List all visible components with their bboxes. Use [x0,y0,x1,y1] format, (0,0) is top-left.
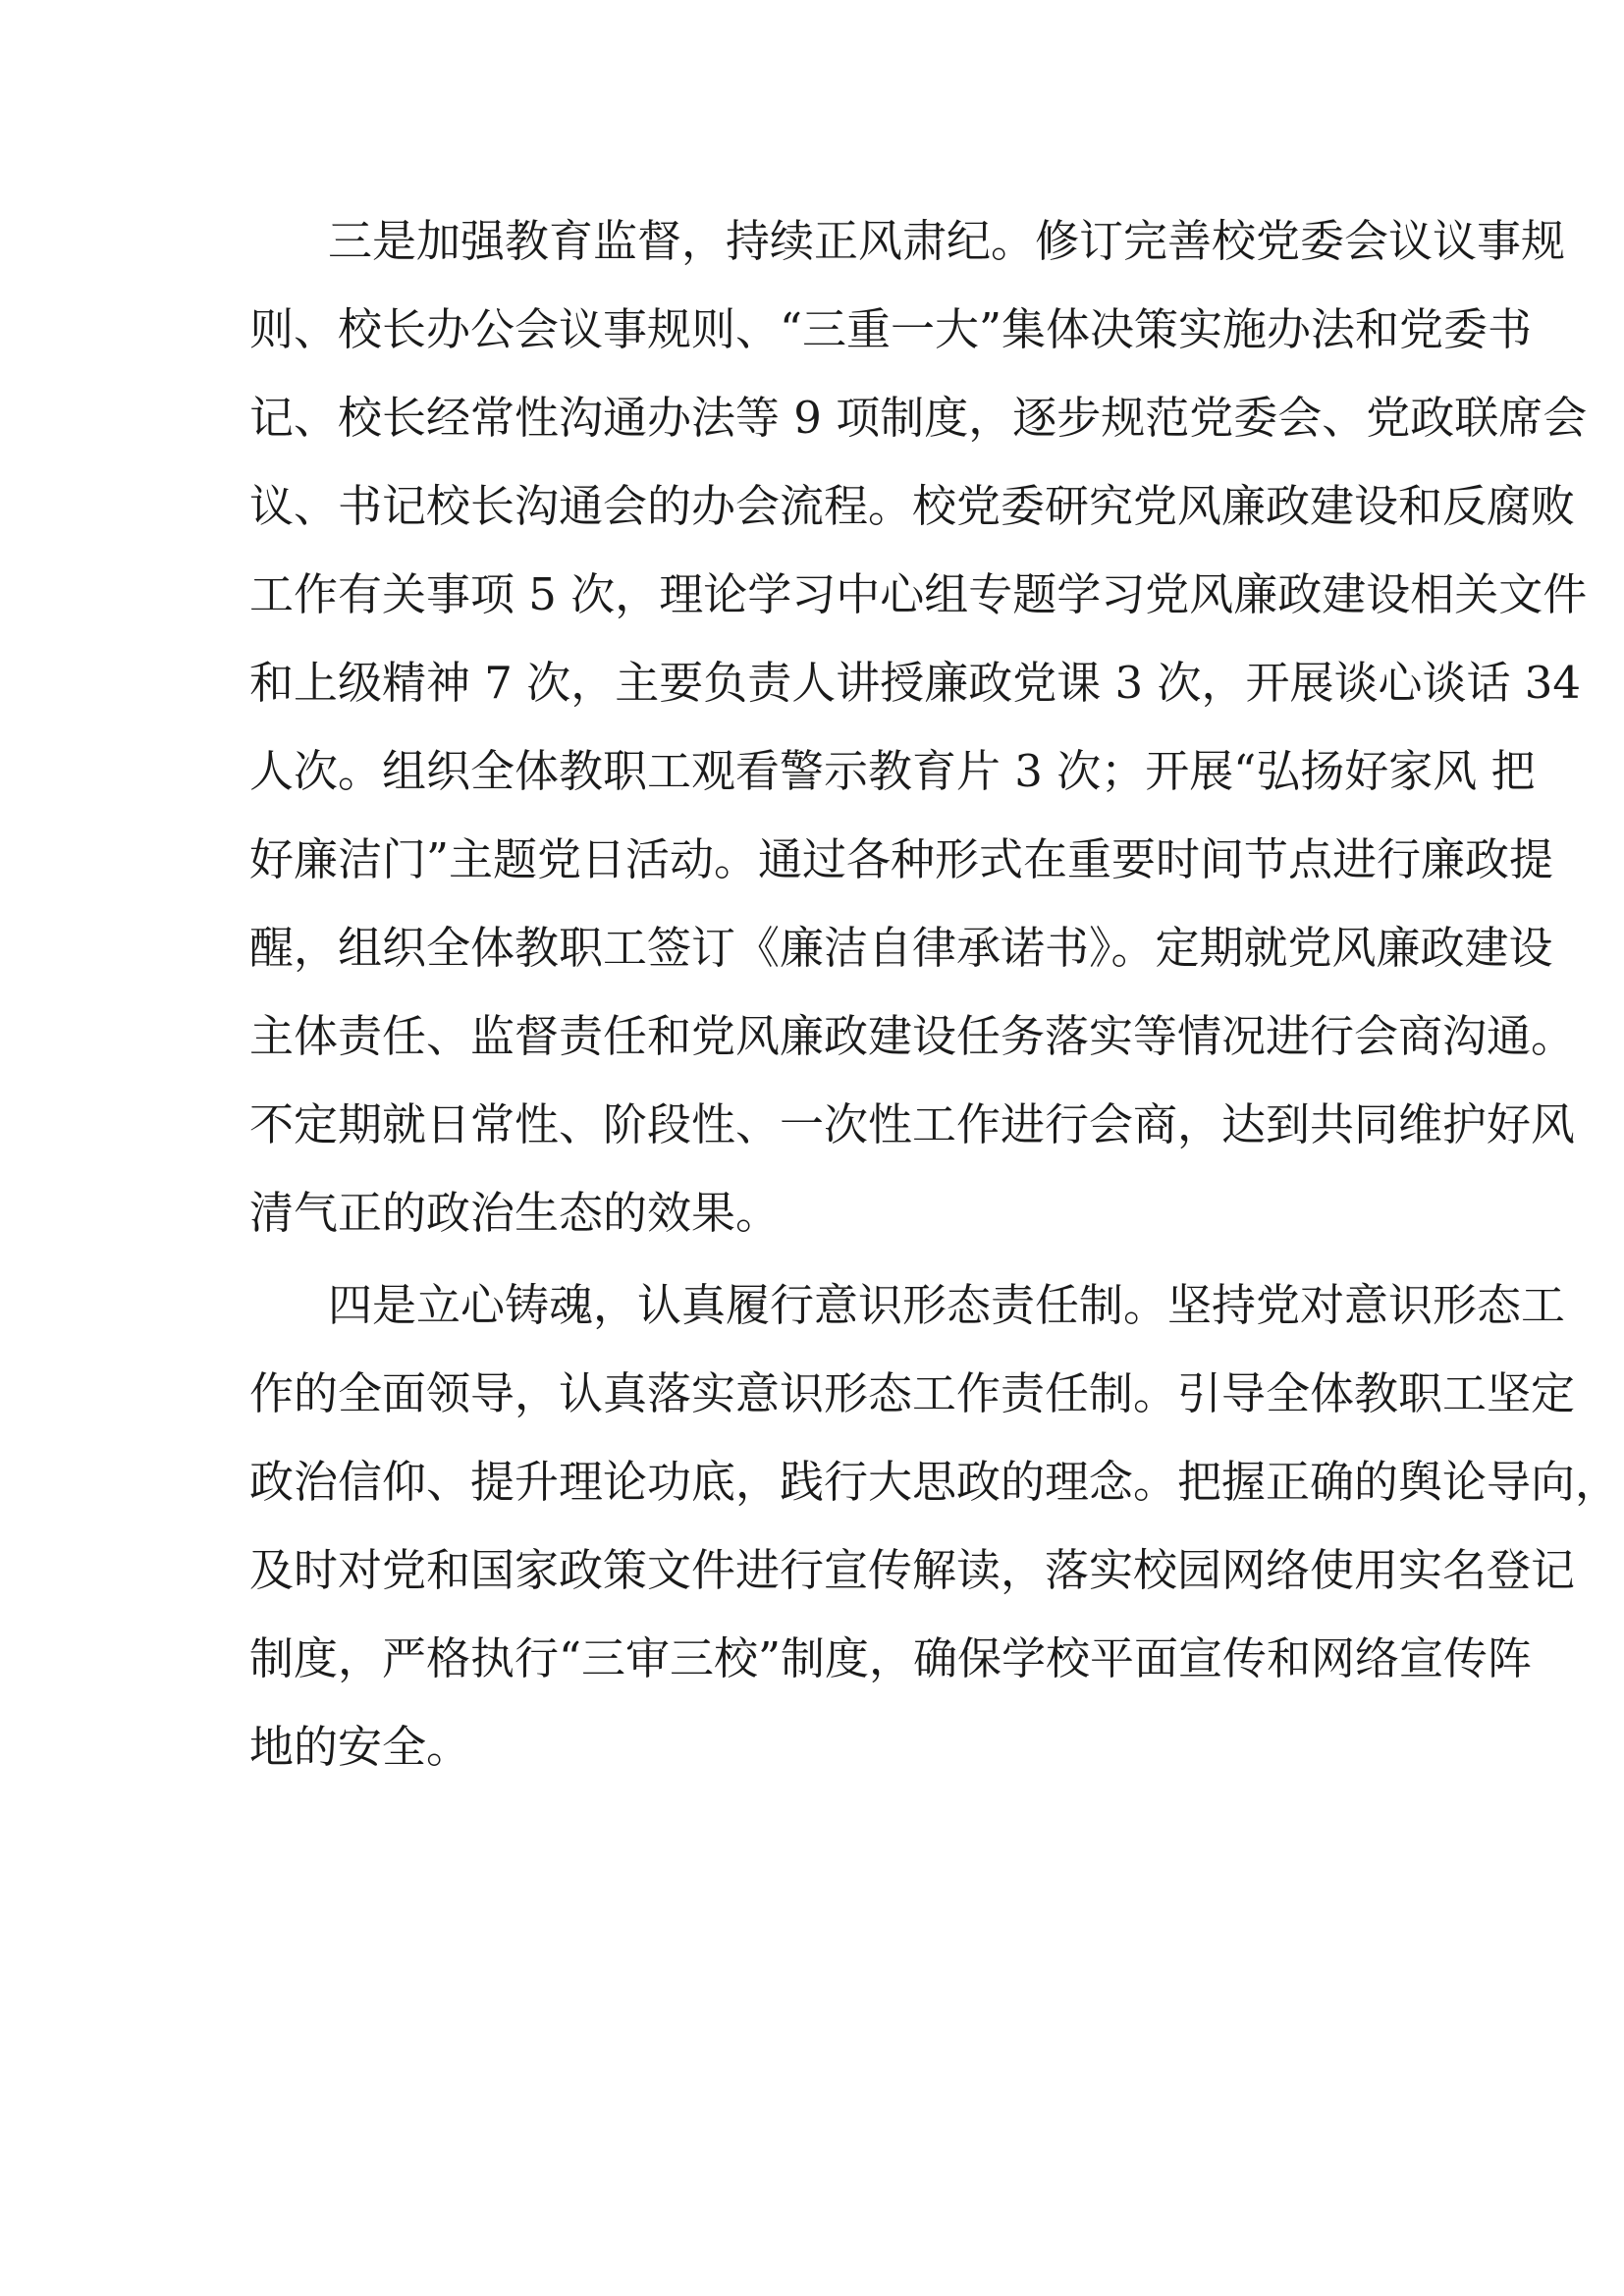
paragraph-line: 地的安全。 [249,1721,471,1773]
paragraph-line: 作的全面领导，认真落实意识形态工作责任制。引导全体教职工坚定 [249,1367,1576,1419]
paragraph-line: 四是立心铸魂，认真履行意识形态责任制。坚持党对意识形态工 [328,1279,1566,1331]
paragraph-line: 则、校长办公会议事规则、“三重一大”集体决策实施办法和党委书 [249,303,1533,355]
paragraph-line: 不定期就日常性、阶段性、一次性工作进行会商，达到共同维护好风 [249,1098,1576,1150]
paragraph-line: 及时对党和国家政策文件进行宣传解读，落实校园网络使用实名登记 [249,1544,1576,1596]
paragraph-line: 制度，严格执行“三审三校”制度，确保学校平面宣传和网络宣传阵 [249,1632,1533,1684]
paragraph-line: 和上级精神 7 次，主要负责人讲授廉政党课 3 次，开展谈心谈话 34 [249,657,1582,709]
paragraph-line: 政治信仰、提升理论功底，践行大思政的理念。把握正确的舆论导向， [249,1456,1620,1508]
document-body [249,214,1620,1808]
paragraph-line: 工作有关事项 5 次，理论学习中心组专题学习党风廉政建设相关文件 [249,568,1588,620]
paragraph-discipline-supervision [249,214,1588,1274]
paragraph-line: 醒，组织全体教职工签订《廉洁自律承诺书》。定期就党风廉政建设 [249,922,1553,974]
paragraph-line: 三是加强教育监督，持续正风肃纪。修订完善校党委会议议事规 [328,215,1566,267]
paragraph-line: 议、书记校长沟通会的办会流程。校党委研究党风廉政建设和反腐败 [249,480,1576,532]
paragraph-line: 好廉洁门”主题党日活动。通过各种形式在重要时间节点进行廉政提 [249,833,1554,885]
paragraph-ideology-responsibility [249,1278,1620,1808]
paragraph-line: 人次。组织全体教职工观看警示教育片 3 次；开展“弘扬好家风 把 [249,745,1536,797]
paragraph-line: 清气正的政治生态的效果。 [249,1187,781,1239]
paragraph-line: 主体责任、监督责任和党风廉政建设任务落实等情况进行会商沟通。 [249,1010,1576,1062]
paragraph-line: 记、校长经常性沟通办法等 9 项制度，逐步规范党委会、党政联席会 [249,392,1588,444]
